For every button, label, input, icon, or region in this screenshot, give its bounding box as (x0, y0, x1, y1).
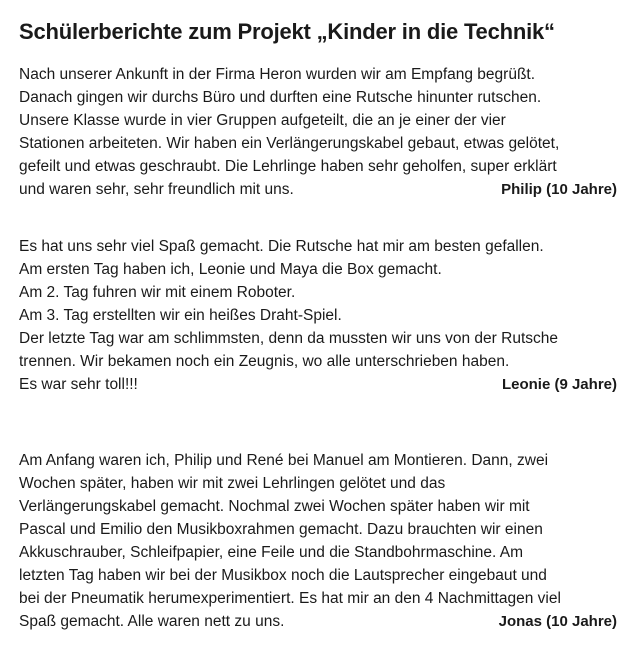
report-line: Pascal und Emilio den Musikboxrahmen gemacht. Dazu brauchten wir einen (19, 521, 543, 538)
report-line-text: und waren sehr, sehr freundlich mit uns. (19, 181, 294, 198)
report-author: Jonas (10 Jahre) (498, 613, 617, 630)
report-line: letzten Tag haben wir bei der Musikbox noch die Lautsprecher eingebaut und (19, 567, 547, 584)
report-line: Wochen später, haben wir mit zwei Lehrlingen gelötet und das (19, 475, 446, 492)
report-line: Verlängerungskabel gemacht. Nochmal zwei Wochen später haben wir mit (19, 498, 530, 515)
report-line: Der letzte Tag war am schlimmsten, denn da mussten wir uns von der Rutsche (19, 330, 559, 347)
report-line: Nach unserer Ankunft in der Firma Heron wurden wir am Empfang begrüßt. (19, 66, 536, 83)
report-line: gefeilt und etwas geschraubt. Die Lehrlinge haben sehr geholfen, super erklärt (19, 158, 557, 175)
report-leonie (19, 235, 623, 396)
report-line: Es hat uns sehr viel Spaß gemacht. Die Rutsche hat mir am besten gefallen. (19, 238, 544, 255)
report-author: Leonie (9 Jahre) (501, 376, 617, 393)
report-jonas (19, 449, 623, 633)
report-line-last (19, 178, 623, 201)
report-line: Am Anfang waren ich, Philip und René bei Manuel am Montieren. Dann, zwei (19, 452, 549, 469)
report-line: Unsere Klasse wurde in vier Gruppen aufgeteilt, die an je einer der vier (19, 112, 506, 129)
report-line-last (19, 610, 623, 633)
report-line: Danach gingen wir durchs Büro und durften eine Rutsche hinunter rutschen. (19, 89, 542, 106)
report-line-last (19, 373, 623, 396)
report-philip (19, 63, 623, 201)
report-line: Am 2. Tag fuhren wir mit einem Roboter. (19, 284, 296, 301)
report-author: Philip (10 Jahre) (501, 181, 617, 198)
report-line: Stationen arbeiteten. Wir haben ein Verlängerungskabel gebaut, etwas gelötet, (19, 135, 560, 152)
report-line-text: Es war sehr toll!!! (19, 376, 138, 393)
report-line: trennen. Wir bekamen noch ein Zeugnis, wo alle unterschrieben haben. (19, 353, 510, 370)
report-line: Akkuschrauber, Schleifpapier, eine Feile und die Standbohrmaschine. Am (19, 544, 524, 561)
report-line-text: Spaß gemacht. Alle waren nett zu uns. (19, 613, 285, 630)
report-line: Am ersten Tag haben ich, Leonie und Maya die Box gemacht. (19, 261, 442, 278)
report-line: bei der Pneumatik herumexperimentiert. Es hat mir an den 4 Nachmittagen viel (19, 590, 561, 607)
report-line: Am 3. Tag erstellten wir ein heißes Draht-Spiel. (19, 307, 342, 324)
page-title: Schülerberichte zum Projekt „Kinder in die Technik“ (19, 19, 555, 44)
